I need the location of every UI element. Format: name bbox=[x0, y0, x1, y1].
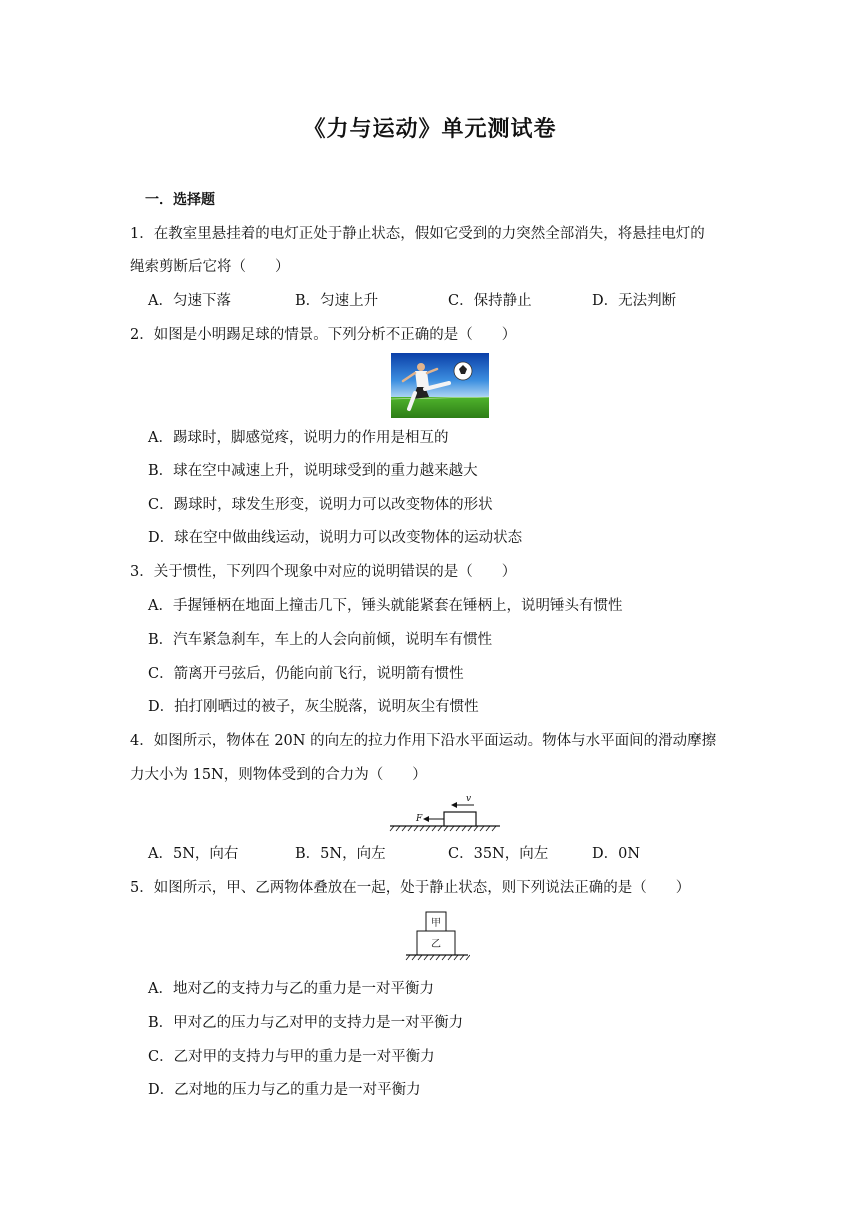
soccer-kick-photo bbox=[391, 353, 489, 418]
q5-option-d: D．乙对地的压力与乙的重力是一对平衡力 bbox=[148, 1082, 421, 1098]
q1-option-a: A．匀速下落 bbox=[148, 293, 231, 309]
q2-stem: 2．如图是小明踢足球的情景。下列分析不正确的是（ ） bbox=[130, 327, 517, 343]
q4-option-c: C．35N，向左 bbox=[448, 846, 549, 862]
q2-option-a: A．踢球时，脚感觉疼，说明力的作用是相互的 bbox=[148, 430, 449, 446]
q1-option-b: B．匀速上升 bbox=[295, 293, 379, 309]
q3-option-c: C．箭离开弓弦后，仍能向前飞行，说明箭有惯性 bbox=[148, 666, 464, 682]
q1-option-d: D．无法判断 bbox=[592, 293, 677, 309]
section-heading: 一．选择题 bbox=[145, 192, 215, 208]
q1-option-c: C．保持静止 bbox=[448, 293, 532, 309]
q1-stem-line2: 绳索剪断后它将（ ） bbox=[130, 259, 290, 275]
q5-option-c: C．乙对甲的支持力与甲的重力是一对平衡力 bbox=[148, 1049, 435, 1065]
q4-option-d: D．0N bbox=[592, 846, 641, 862]
q3-option-a: A．手握锤柄在地面上撞击几下，锤头就能紧套在锤柄上，说明锤头有惯性 bbox=[148, 598, 623, 614]
stacked-blocks-figure bbox=[404, 908, 470, 966]
q3-option-b: B．汽车紧急刹车，车上的人会向前倾，说明车有惯性 bbox=[148, 632, 493, 648]
velocity-label: v bbox=[466, 794, 472, 804]
q5-option-b: B．甲对乙的压力与乙对甲的支持力是一对平衡力 bbox=[148, 1015, 464, 1031]
q2-option-b: B．球在空中减速上升，说明球受到的重力越来越大 bbox=[148, 463, 478, 479]
q4-stem-line1: 4．如图所示，物体在 20N 的向左的拉力作用下沿水平面运动。物体与水平面间的滑动摩擦 bbox=[130, 733, 717, 749]
q4-option-b: B．5N，向左 bbox=[295, 846, 386, 862]
block-jia-label: 甲 bbox=[431, 918, 441, 929]
q2-option-c: C．踢球时，球发生形变，说明力可以改变物体的形状 bbox=[148, 497, 493, 513]
block-yi-label: 乙 bbox=[431, 939, 441, 950]
page-title: 《力与运动》单元测试卷 bbox=[303, 117, 557, 142]
q3-stem: 3．关于惯性，下列四个现象中对应的说明错误的是（ ） bbox=[130, 564, 517, 580]
q3-option-d: D．拍打刚晒过的被子，灰尘脱落，说明灰尘有惯性 bbox=[148, 699, 479, 715]
q2-option-d: D．球在空中做曲线运动，说明力可以改变物体的运动状态 bbox=[148, 530, 523, 546]
pulling-block-figure bbox=[388, 790, 502, 836]
q4-stem-line2: 力大小为 15N，则物体受到的合力为（ ） bbox=[130, 767, 427, 783]
q5-option-a: A．地对乙的支持力与乙的重力是一对平衡力 bbox=[148, 981, 434, 997]
q4-option-a: A．5N，向右 bbox=[148, 846, 239, 862]
force-label: F bbox=[416, 814, 423, 824]
q5-stem: 5．如图所示，甲、乙两物体叠放在一起，处于静止状态，则下列说法正确的是（ ） bbox=[130, 880, 691, 896]
q1-stem-line1: 1．在教室里悬挂着的电灯正处于静止状态，假如它受到的力突然全部消失，将悬挂电灯的 bbox=[130, 226, 705, 242]
